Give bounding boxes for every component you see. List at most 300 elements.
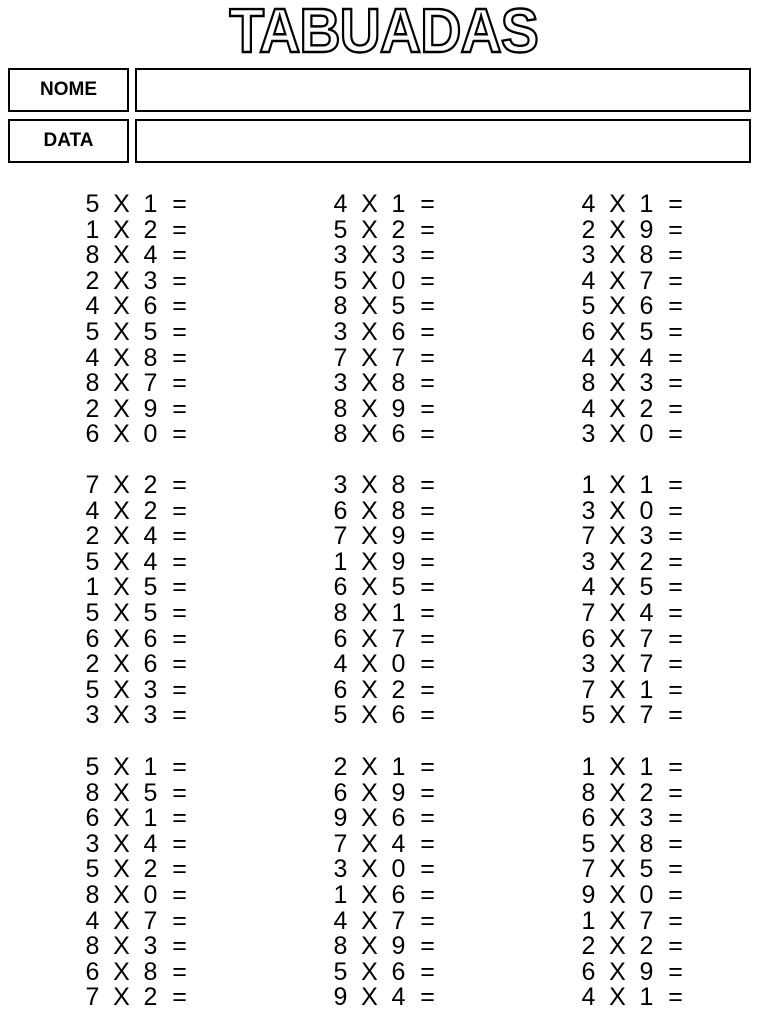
multiplicand: 5	[581, 829, 596, 858]
multiplication-row	[574, 880, 768, 909]
multiplier: 4	[143, 829, 158, 858]
multiplicand: 4	[333, 650, 348, 679]
operator: X	[361, 598, 378, 627]
multiplication-row	[326, 957, 526, 986]
equals-sign: =	[172, 880, 187, 909]
multiplicand: 6	[581, 957, 596, 986]
equals-sign: =	[420, 957, 435, 986]
multiplication-row	[326, 652, 526, 678]
multiplicand: 5	[85, 190, 100, 218]
multiplication-row	[326, 806, 526, 832]
multiplicand: 2	[85, 394, 100, 423]
equals-sign: =	[420, 394, 435, 423]
multiplication-row	[78, 473, 278, 499]
operator: X	[609, 624, 626, 653]
multiplicand: 6	[581, 804, 596, 833]
operator: X	[609, 778, 626, 807]
equals-sign: =	[668, 675, 683, 704]
operator: X	[609, 215, 626, 244]
multiplier: 5	[143, 573, 158, 602]
multiplication-row	[574, 547, 768, 576]
equals-sign: =	[172, 753, 187, 781]
multiplier: 9	[391, 522, 406, 551]
operator: X	[113, 522, 130, 551]
multiplicand: 5	[333, 215, 348, 244]
multiplication-row	[574, 857, 768, 883]
multiplication-row	[574, 422, 768, 448]
multiplier: 7	[391, 906, 406, 935]
multiplication-row	[78, 192, 278, 218]
operator: X	[361, 906, 378, 935]
multiplier: 0	[143, 420, 158, 449]
multiplier: 1	[639, 983, 654, 1012]
multiplication-row	[78, 778, 278, 807]
equals-sign: =	[420, 701, 435, 730]
multiplier: 1	[143, 753, 158, 781]
equals-sign: =	[668, 317, 683, 346]
name-input[interactable]	[135, 68, 751, 112]
operator: X	[609, 753, 626, 781]
multiplier: 9	[391, 778, 406, 807]
multiplier: 5	[143, 598, 158, 627]
multiplicand: 4	[581, 394, 596, 423]
equals-sign: =	[668, 701, 683, 730]
equals-sign: =	[420, 932, 435, 961]
operator: X	[113, 624, 130, 653]
multiplier: 3	[639, 522, 654, 551]
multiplicand: 3	[581, 650, 596, 679]
multiplier: 8	[391, 369, 406, 398]
equals-sign: =	[668, 804, 683, 833]
multiplicand: 8	[85, 369, 100, 398]
multiplier: 7	[143, 369, 158, 398]
equals-sign: =	[420, 471, 435, 499]
multiplier: 6	[391, 880, 406, 909]
multiplication-row	[326, 266, 526, 295]
multiplier: 1	[143, 190, 158, 218]
multiplicand: 3	[333, 369, 348, 398]
operator: X	[113, 266, 130, 295]
multiplication-row	[574, 473, 768, 499]
multiplier: 7	[143, 906, 158, 935]
operator: X	[361, 650, 378, 679]
multiplication-row	[574, 575, 768, 601]
equals-sign: =	[668, 753, 683, 781]
operator: X	[113, 829, 130, 858]
multiplier: 2	[143, 855, 158, 884]
multiplication-row	[78, 652, 278, 678]
operator: X	[113, 855, 130, 884]
multiplicand: 4	[581, 983, 596, 1012]
multiplicand: 3	[581, 547, 596, 576]
multiplication-row	[326, 575, 526, 601]
equals-sign: =	[420, 343, 435, 372]
operator: X	[609, 420, 626, 449]
multiplicand: 7	[333, 343, 348, 372]
operator: X	[361, 292, 378, 321]
multiplicand: 5	[85, 753, 100, 781]
equals-sign: =	[172, 957, 187, 986]
multiplier: 0	[143, 880, 158, 909]
multiplier: 6	[639, 292, 654, 321]
multiplicand: 8	[333, 394, 348, 423]
multiplication-row	[326, 857, 526, 883]
multiplication-row	[574, 957, 768, 986]
equals-sign: =	[420, 804, 435, 833]
equals-sign: =	[172, 547, 187, 576]
operator: X	[609, 701, 626, 730]
multiplication-row	[326, 934, 526, 960]
multiplier: 3	[143, 932, 158, 961]
multiplication-row	[574, 934, 768, 960]
multiplication-row	[574, 755, 768, 781]
multiplication-row	[78, 829, 278, 858]
multiplier: 2	[143, 496, 158, 525]
multiplicand: 3	[333, 241, 348, 270]
multiplicand: 1	[581, 471, 596, 499]
multiplier: 9	[391, 394, 406, 423]
multiplier: 6	[391, 957, 406, 986]
multiplicand: 7	[85, 983, 100, 1012]
multiplication-row	[326, 703, 526, 729]
equals-sign: =	[668, 598, 683, 627]
multiplicand: 1	[85, 215, 100, 244]
equals-sign: =	[420, 675, 435, 704]
equals-sign: =	[420, 241, 435, 270]
equals-sign: =	[668, 522, 683, 551]
multiplication-row	[574, 906, 768, 935]
multiplicand: 3	[581, 496, 596, 525]
equals-sign: =	[668, 778, 683, 807]
operator: X	[361, 420, 378, 449]
multiplicand: 6	[333, 573, 348, 602]
multiplication-row	[78, 806, 278, 832]
multiplier: 3	[143, 701, 158, 730]
operator: X	[113, 190, 130, 218]
equals-sign: =	[668, 855, 683, 884]
equals-sign: =	[172, 215, 187, 244]
operator: X	[113, 215, 130, 244]
multiplier: 4	[143, 522, 158, 551]
operator: X	[113, 292, 130, 321]
multiplicand: 9	[333, 804, 348, 833]
multiplicand: 8	[333, 932, 348, 961]
multiplier: 8	[391, 471, 406, 499]
multiplicand: 4	[333, 190, 348, 218]
operator: X	[361, 547, 378, 576]
multiplication-row	[574, 496, 768, 525]
operator: X	[113, 394, 130, 423]
multiplicand: 2	[581, 215, 596, 244]
multiplicand: 8	[85, 241, 100, 270]
multiplicand: 6	[85, 420, 100, 449]
equals-sign: =	[668, 241, 683, 270]
multiplicand: 5	[85, 547, 100, 576]
multiplicand: 2	[85, 650, 100, 679]
multiplication-row	[78, 496, 278, 525]
multiplier: 9	[639, 957, 654, 986]
multiplicand: 1	[581, 906, 596, 935]
multiplication-row	[574, 343, 768, 372]
title-area	[0, 0, 768, 64]
equals-sign: =	[420, 573, 435, 602]
multiplicand: 1	[333, 547, 348, 576]
multiplicand: 8	[581, 369, 596, 398]
multiplier: 4	[639, 343, 654, 372]
equals-sign: =	[172, 829, 187, 858]
equals-sign: =	[668, 343, 683, 372]
multiplier: 1	[639, 753, 654, 781]
operator: X	[113, 650, 130, 679]
multiplication-row	[78, 394, 278, 423]
multiplier: 5	[143, 317, 158, 346]
multiplier: 8	[639, 829, 654, 858]
equals-sign: =	[420, 598, 435, 627]
equals-sign: =	[420, 215, 435, 244]
multiplication-row	[78, 343, 278, 372]
multiplier: 9	[391, 547, 406, 576]
equals-sign: =	[668, 547, 683, 576]
multiplier: 7	[639, 906, 654, 935]
multiplication-row	[78, 598, 278, 627]
multiplicand: 3	[333, 855, 348, 884]
multiplicand: 4	[85, 496, 100, 525]
multiplier: 9	[391, 932, 406, 961]
multiplier: 1	[391, 753, 406, 781]
multiplication-row	[326, 985, 526, 1011]
multiplication-row	[574, 652, 768, 678]
equals-sign: =	[172, 420, 187, 449]
operator: X	[113, 701, 130, 730]
multiplication-row	[78, 215, 278, 244]
multiplicand: 5	[85, 855, 100, 884]
exercise-block	[326, 755, 526, 1011]
equals-sign: =	[668, 369, 683, 398]
multiplicand: 8	[85, 778, 100, 807]
equals-sign: =	[420, 190, 435, 218]
operator: X	[609, 957, 626, 986]
equals-sign: =	[420, 906, 435, 935]
multiplier: 6	[143, 624, 158, 653]
multiplier: 3	[143, 675, 158, 704]
multiplication-row	[574, 985, 768, 1011]
multiplier: 6	[391, 317, 406, 346]
operator: X	[361, 522, 378, 551]
multiplication-row	[326, 524, 526, 550]
operator: X	[609, 343, 626, 372]
multiplicand: 5	[85, 598, 100, 627]
multiplicand: 9	[581, 880, 596, 909]
equals-sign: =	[172, 701, 187, 730]
multiplicand: 4	[333, 906, 348, 935]
multiplication-row	[326, 317, 526, 346]
multiplicand: 5	[581, 292, 596, 321]
equals-sign: =	[668, 957, 683, 986]
multiplication-row	[574, 829, 768, 858]
multiplier: 7	[391, 624, 406, 653]
multiplication-row	[326, 547, 526, 576]
multiplicand: 8	[333, 420, 348, 449]
multiplicand: 3	[581, 420, 596, 449]
multiplication-row	[574, 317, 768, 346]
operator: X	[113, 343, 130, 372]
equals-sign: =	[172, 292, 187, 321]
multiplication-row	[574, 243, 768, 269]
multiplier: 5	[143, 778, 158, 807]
multiplier: 7	[639, 266, 654, 295]
multiplication-row	[574, 524, 768, 550]
equals-sign: =	[420, 522, 435, 551]
equals-sign: =	[172, 522, 187, 551]
operator: X	[609, 190, 626, 218]
operator: X	[113, 880, 130, 909]
operator: X	[113, 420, 130, 449]
multiplicand: 7	[333, 829, 348, 858]
multiplicand: 1	[85, 573, 100, 602]
multiplicand: 7	[581, 522, 596, 551]
operator: X	[361, 983, 378, 1012]
operator: X	[609, 906, 626, 935]
multiplier: 2	[143, 215, 158, 244]
multiplier: 6	[391, 804, 406, 833]
multiplicand: 1	[581, 753, 596, 781]
multiplier: 0	[391, 650, 406, 679]
multiplication-row	[326, 215, 526, 244]
multiplication-row	[326, 243, 526, 269]
exercise-block	[326, 473, 526, 729]
operator: X	[609, 292, 626, 321]
operator: X	[609, 598, 626, 627]
multiplier: 5	[639, 317, 654, 346]
multiplication-row	[574, 703, 768, 729]
exercise-block	[326, 192, 526, 448]
equals-sign: =	[420, 369, 435, 398]
equals-sign: =	[420, 292, 435, 321]
exercise-block	[78, 192, 278, 448]
equals-sign: =	[668, 932, 683, 961]
multiplier: 0	[391, 266, 406, 295]
multiplier: 4	[391, 829, 406, 858]
multiplication-row	[78, 624, 278, 653]
operator: X	[361, 317, 378, 346]
multiplicand: 3	[333, 471, 348, 499]
operator: X	[361, 343, 378, 372]
operator: X	[113, 496, 130, 525]
operator: X	[361, 241, 378, 270]
multiplicand: 4	[581, 573, 596, 602]
multiplier: 1	[143, 804, 158, 833]
operator: X	[609, 675, 626, 704]
multiplication-row	[574, 778, 768, 807]
multiplicand: 9	[333, 983, 348, 1012]
equals-sign: =	[172, 573, 187, 602]
multiplication-row	[326, 755, 526, 781]
operator: X	[361, 753, 378, 781]
multiplier: 2	[391, 215, 406, 244]
multiplication-row	[574, 192, 768, 218]
equals-sign: =	[420, 650, 435, 679]
multiplier: 9	[639, 215, 654, 244]
multiplier: 1	[391, 598, 406, 627]
multiplicand: 5	[333, 266, 348, 295]
equals-sign: =	[668, 190, 683, 218]
multiplication-row	[326, 294, 526, 320]
equals-sign: =	[668, 906, 683, 935]
operator: X	[609, 394, 626, 423]
equals-sign: =	[172, 804, 187, 833]
multiplication-row	[574, 294, 768, 320]
date-input[interactable]	[135, 119, 751, 163]
page-title: TABUADAS	[229, 0, 539, 66]
equals-sign: =	[668, 292, 683, 321]
multiplier: 7	[639, 650, 654, 679]
multiplicand: 3	[85, 701, 100, 730]
multiplier: 6	[143, 292, 158, 321]
equals-sign: =	[420, 496, 435, 525]
equals-sign: =	[668, 829, 683, 858]
operator: X	[609, 317, 626, 346]
multiplier: 7	[639, 624, 654, 653]
multiplier: 3	[391, 241, 406, 270]
multiplier: 3	[143, 266, 158, 295]
multiplicand: 2	[581, 932, 596, 961]
multiplier: 3	[639, 804, 654, 833]
equals-sign: =	[668, 394, 683, 423]
multiplicand: 4	[581, 266, 596, 295]
multiplier: 7	[391, 343, 406, 372]
equals-sign: =	[172, 906, 187, 935]
multiplication-row	[78, 880, 278, 909]
operator: X	[361, 190, 378, 218]
operator: X	[361, 829, 378, 858]
multiplicand: 6	[333, 778, 348, 807]
operator: X	[361, 624, 378, 653]
equals-sign: =	[420, 855, 435, 884]
operator: X	[361, 266, 378, 295]
operator: X	[609, 522, 626, 551]
equals-sign: =	[668, 573, 683, 602]
operator: X	[609, 983, 626, 1012]
equals-sign: =	[172, 855, 187, 884]
operator: X	[361, 471, 378, 499]
operator: X	[609, 804, 626, 833]
multiplication-row	[78, 985, 278, 1011]
operator: X	[609, 829, 626, 858]
multiplicand: 8	[333, 598, 348, 627]
equals-sign: =	[420, 420, 435, 449]
multiplier: 4	[143, 241, 158, 270]
operator: X	[609, 369, 626, 398]
multiplier: 2	[639, 932, 654, 961]
multiplication-row	[78, 703, 278, 729]
multiplication-row	[326, 880, 526, 909]
multiplier: 0	[639, 496, 654, 525]
multiplier: 6	[391, 701, 406, 730]
operator: X	[361, 932, 378, 961]
equals-sign: =	[668, 266, 683, 295]
operator: X	[361, 701, 378, 730]
equals-sign: =	[172, 624, 187, 653]
exercise-block	[574, 192, 768, 448]
operator: X	[609, 471, 626, 499]
multiplication-row	[78, 294, 278, 320]
operator: X	[113, 573, 130, 602]
equals-sign: =	[172, 983, 187, 1012]
multiplier: 2	[639, 394, 654, 423]
equals-sign: =	[172, 241, 187, 270]
equals-sign: =	[668, 983, 683, 1012]
operator: X	[113, 932, 130, 961]
